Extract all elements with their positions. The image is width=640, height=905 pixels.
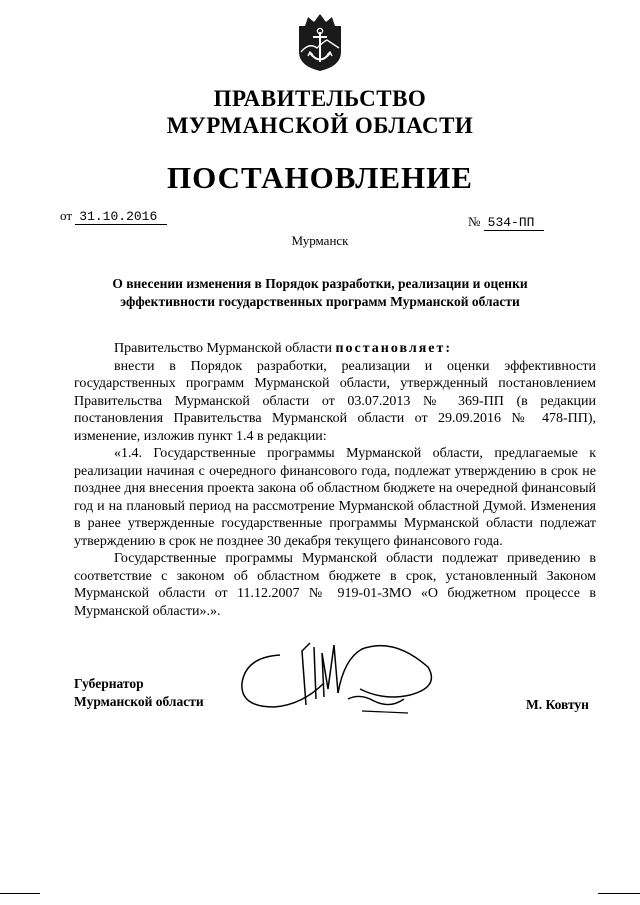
document-type-title: ПОСТАНОВЛЕНИЕ [167,160,473,195]
body-paragraph-1: внести в Порядок разработки, реализации и оценки эффективности государственных программ Мурманской области, утвержденный постановлением Правительства Мурманской области от 03.07.2013 № 369-ПП (в редакции постановления Правительства Мурманской области от 29.09.2016 № 478-ПП), изменение, изложив пункт 1.4 в редакции: [74,358,596,444]
intro-paragraph [74,340,596,358]
handwritten-signature [232,633,442,723]
document-date [60,208,167,225]
intro-action: постановляет: [335,341,453,356]
bottom-left-rule [0,893,40,894]
government-name-line1: ПРАВИТЕЛЬСТВО [213,86,427,111]
decree-body [74,340,596,620]
city-name: Мурманск [291,233,349,248]
body-paragraph-3: Государственные программы Мурманской области подлежат приведению в соответствие с законом об областном бюджете в срок, установленный Законом Мурманской области от 11.12.2007 № 919-01-ЗМО «О бюджетном процессе в Мурманской области».». [74,551,596,619]
bottom-right-rule [598,893,640,894]
signer-name: М. Ковтун [526,697,589,712]
body-paragraph-2: «1.4. Государственные программы Мурманской области, предлагаемые к реализации начиная с очередного финансового года, подлежат утверждению в срок не позднее дня внесения проекта закона об областном бюджете на очередной финансовый год и на плановый период на рассмотрение Мурманской областной Думой. Изменения в ранее утвержденные государственные программы Мурманской области подлежат утверждению в срок не позднее 30 декабря текущего финансового года. [74,446,596,549]
date-value: 31.10.2016 [75,209,167,225]
signer-role-line1: Губернатор [74,676,144,691]
number-value: 534-ПП [484,215,545,231]
signer-role-line2: Мурманской области [74,694,204,709]
document-number [468,214,544,231]
number-prefix: № [468,214,481,229]
date-prefix: от [60,208,73,223]
decree-heading-line2: эффективности государственных программ Мурманской области [120,294,520,309]
intro-text: Правительство Мурманской области [114,341,336,356]
government-name-line2: МУРМАНСКОЙ ОБЛАСТИ [166,113,474,138]
decree-heading [90,275,550,311]
decree-heading-line1: О внесении изменения в Порядок разработки, реализации и оценки [112,276,528,291]
coat-of-arms-icon [297,12,343,72]
